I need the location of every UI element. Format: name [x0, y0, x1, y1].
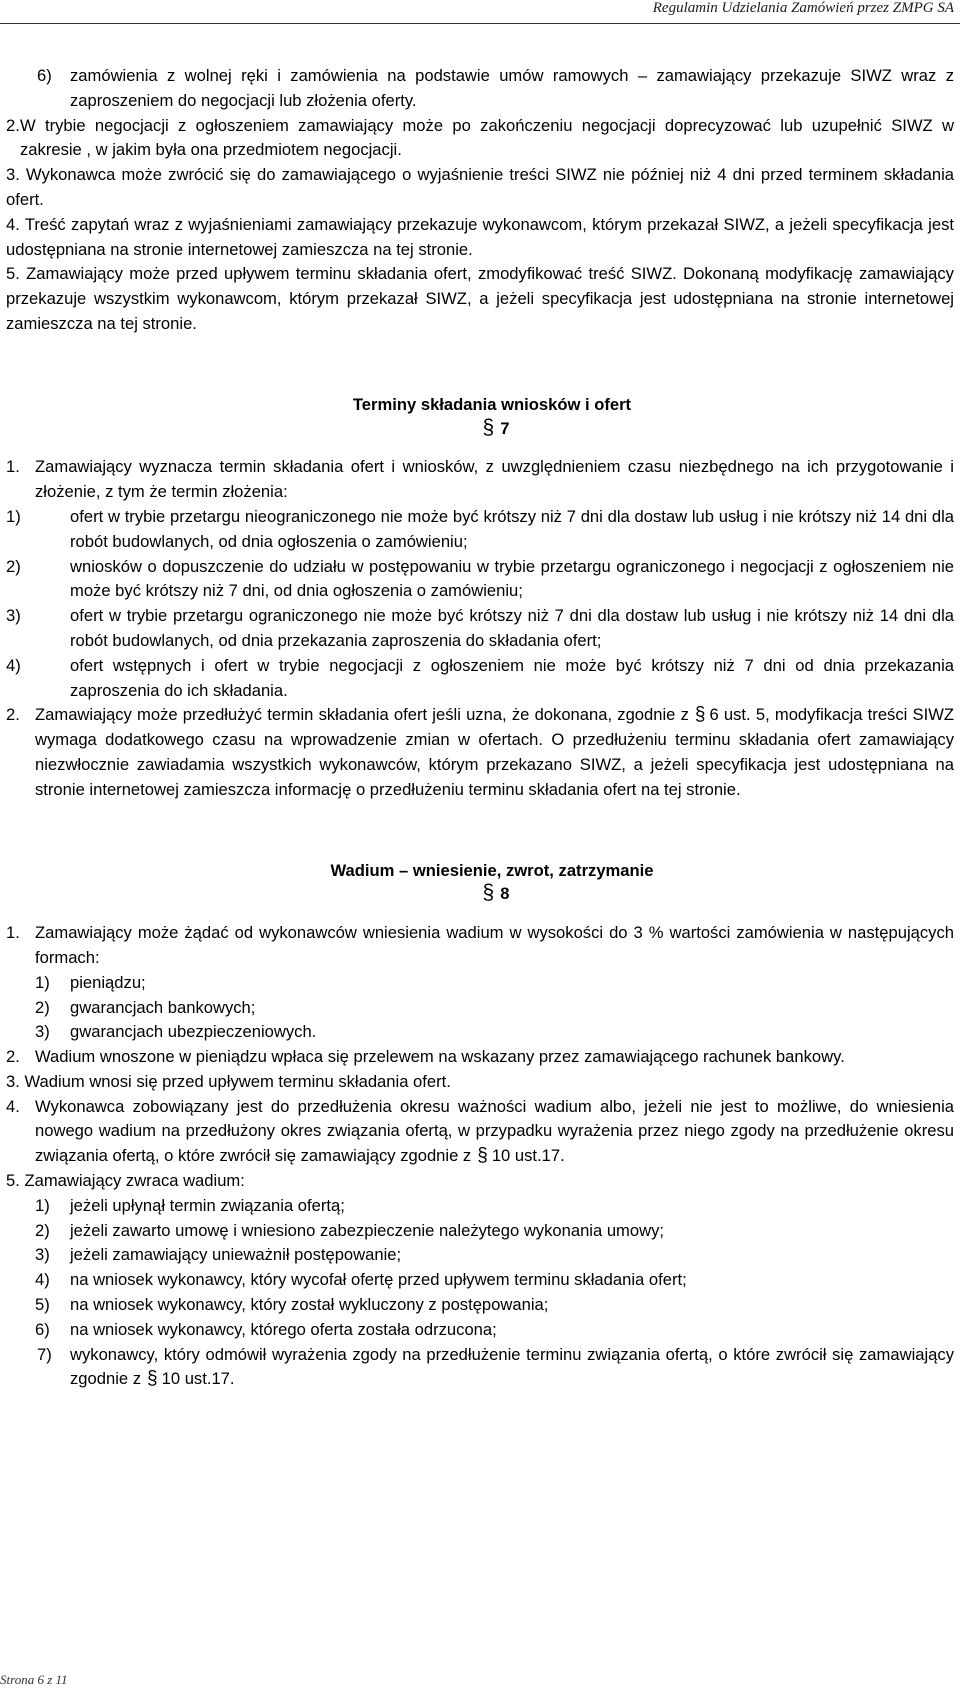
- paragraph: [6, 213, 954, 263]
- deadline-list: [6, 505, 954, 703]
- paragraph-text: Zamawiający wyznacza termin składania ofert i wniosków, z uwzględnieniem czasu niezbędnego na ich przygotowanie i złożenie, z tym że termin złożenia:: [35, 457, 954, 502]
- list-item: [6, 555, 954, 605]
- paragraph: [6, 1169, 954, 1194]
- list-text: jeżeli zamawiający unieważnił postępowanie;: [70, 1245, 402, 1265]
- list-text: na wniosek wykonawcy, którego oferta została odrzucona;: [70, 1319, 497, 1339]
- section-7-number: § 7: [482, 415, 510, 439]
- list-item: [6, 1318, 954, 1343]
- paragraph-number: 2.: [6, 705, 20, 725]
- list-item: [6, 1194, 954, 1219]
- list-item: [6, 1268, 954, 1293]
- list-text: ofert w trybie przetargu nieograniczonego nie może być krótszy niż 7 dni dla dostaw lub usług i nie krótszy niż 14 dni dla robót budowlanych, od dnia ogłoszenia o zamówieniu;: [70, 506, 954, 551]
- list-number: 6): [37, 66, 52, 85]
- paragraph-number: 5.: [6, 1171, 20, 1191]
- list-text: na wniosek wykonawcy, który został wykluczony z postępowania;: [70, 1295, 549, 1315]
- list-item: [6, 1293, 954, 1318]
- paragraph-number: 1.: [6, 457, 20, 477]
- list-number: 2): [35, 997, 50, 1017]
- list-number: 1): [35, 1195, 50, 1215]
- paragraph: [6, 455, 954, 505]
- list-number: 4): [6, 655, 21, 675]
- list-number: 3): [6, 606, 21, 626]
- paragraph-number: 2.: [6, 1047, 20, 1067]
- list-number: 2): [6, 556, 21, 576]
- list-number: 4): [35, 1270, 50, 1290]
- list-text: wniosków o dopuszczenie do udziału w postępowaniu w trybie przetargu ograniczonego i negocjacji z ogłoszeniem nie może być krótszy niż 7 dni, od dnia ogłoszenia o zamówieniu;: [70, 556, 954, 601]
- header-divider: [0, 23, 960, 24]
- paragraph: [6, 1095, 954, 1169]
- paragraph-text: Zamawiający może przedłużyć termin składania ofert jeśli uzna, że dokonana, zgodnie z: [35, 705, 689, 725]
- list-number: 1): [6, 506, 21, 526]
- paragraph-text: Wykonawca zobowiązany jest do przedłużenia okresu ważności wadium albo, jeżeli nie jest to możliwe, do wniesienia nowego wadium na przedłużony okres związania ofertą, w przypadku wyrażenia przez niego zgody na przedłużenie okresu związania ofertą, o które zwrócił się zamawiający zgodnie z: [35, 1096, 954, 1166]
- list-item: [6, 996, 954, 1021]
- page-header: Regulamin Udzielania Zamówień przez ZMPG SA: [652, 0, 954, 16]
- page-footer: Strona 6 z 11: [0, 1672, 68, 1687]
- list-text: jeżeli upłynął termin związania ofertą;: [70, 1195, 345, 1215]
- wadium-return-list: [6, 1194, 954, 1343]
- paragraph-number: 3.: [6, 1071, 20, 1091]
- list-text: ofert w trybie przetargu ograniczonego nie może być krótszy niż 7 dni dla dostaw lub usług i nie krótszy niż 14 dni dla robót budowlanych, od dnia przekazania zaproszenia do składania ofert;: [70, 606, 954, 650]
- paragraph: [6, 114, 954, 164]
- section-sign-icon: §: [147, 1368, 158, 1390]
- paragraph-text: W trybie negocjacji z ogłoszeniem zamawiający może po zakończeniu negocjacji doprecyzować lub uzupełnić SIWZ w zakresie , w jakim była ona przedmiotem negocjacji.: [20, 115, 954, 160]
- list-item: [6, 1219, 954, 1244]
- section-8-number: § 8: [482, 881, 510, 905]
- paragraph-number: 3.: [6, 165, 20, 185]
- list-text: ofert wstępnych i ofert w trybie negocjacji z ogłoszeniem nie może być krótszy niż 7 dni od dnia przekazania zaproszenia do ich składania.: [70, 655, 954, 700]
- list-text: 10 ust.17.: [161, 1369, 235, 1389]
- list-item: [6, 971, 954, 996]
- paragraph: [6, 921, 954, 971]
- paragraph-number: 4.: [6, 1096, 20, 1116]
- paragraph: [6, 703, 954, 802]
- list-text: gwarancjach bankowych;: [70, 997, 256, 1017]
- wadium-forms-list: [6, 971, 954, 1045]
- list-item: [6, 1243, 954, 1268]
- section-sign-icon: §: [482, 415, 495, 439]
- list-text: gwarancjach ubezpieczeniowych.: [70, 1022, 317, 1042]
- paragraph-text: Wykonawca może zwrócić się do zamawiającego o wyjaśnienie treści SIWZ nie później niż 4 dni przed terminem składania ofert.: [6, 165, 954, 209]
- list-item: [6, 1020, 954, 1045]
- paragraph-text: Treść zapytań wraz z wyjaśnieniami zamawiający przekazuje wykonawcom, którym przekazał SIWZ, a jeżeli specyfikacja jest udostępniana na stronie internetowej zamieszcza na tej stronie.: [6, 214, 954, 259]
- section-sign-icon: §: [477, 1145, 488, 1167]
- paragraph-number: 2.: [6, 115, 20, 135]
- list-number: 2): [35, 1220, 50, 1240]
- paragraph: [6, 262, 954, 336]
- list-text: wykonawcy, który odmówił wyrażenia zgody na przedłużenie terminu związania ofertą, o które zwrócił się zamawiający zgodnie z: [70, 1344, 954, 1389]
- section-sign-icon: §: [694, 704, 706, 726]
- paragraph-text: Zamawiający może przed upływem terminu składania ofert, zmodyfikować treść SIWZ. Dokonaną modyfikację zamawiający przekazuje wszystkim wykonawcom, którym przekazał SIWZ, a jeżeli specyfikacja jest udostępniana na stronie internetowej zamieszcza na tej stronie.: [6, 264, 954, 333]
- list-number: 7): [37, 1344, 52, 1364]
- paragraph-text: 10 ust.17.: [491, 1146, 565, 1166]
- list-item: [6, 505, 954, 555]
- paragraph: [6, 163, 954, 213]
- paragraph-number: 1.: [6, 923, 20, 943]
- paragraph: [6, 1045, 954, 1070]
- section-7-title: Terminy składania wniosków i ofert: [352, 394, 632, 414]
- list-text: jeżeli zawarto umowę i wniesiono zabezpieczenie należytego wykonania umowy;: [70, 1220, 665, 1240]
- list-number: 1): [35, 972, 50, 992]
- list-number: 5): [35, 1295, 50, 1315]
- list-item: [6, 1343, 954, 1393]
- paragraph-number: 4.: [6, 214, 20, 234]
- list-item: [6, 64, 954, 114]
- section-8-title: Wadium – wniesienie, zwrot, zatrzymanie: [330, 860, 654, 880]
- list-text: pieniądzu;: [70, 972, 146, 992]
- list-text: zamówienia z wolnej ręki i zamówienia na podstawie umów ramowych – zamawiający przekazuje SIWZ wraz z zaproszeniem do negocjacji lub złożenia oferty.: [70, 66, 954, 110]
- paragraph: [6, 1070, 954, 1095]
- list-number: 3): [35, 1245, 50, 1265]
- list-text: na wniosek wykonawcy, który wycofał ofertę przed upływem terminu składania ofert;: [70, 1270, 687, 1290]
- paragraph-number: 5.: [6, 264, 20, 284]
- list-number: 3): [35, 1022, 50, 1042]
- paragraph-text: Zamawiający może żądać od wykonawców wniesienia wadium w wysokości do 3 % wartości zamówienia w następujących formach:: [35, 923, 954, 967]
- paragraph-text: Zamawiający zwraca wadium:: [24, 1171, 245, 1191]
- list-item: [6, 654, 954, 704]
- list-item: [6, 604, 954, 654]
- paragraph-text: Wadium wnosi się przed upływem terminu składania ofert.: [24, 1071, 451, 1091]
- section-sign-icon: §: [482, 881, 495, 905]
- paragraph-text: Wadium wnoszone w pieniądzu wpłaca się przelewem na wskazany przez zamawiającego rachunek bankowy.: [35, 1047, 845, 1067]
- document-body: [6, 64, 954, 1392]
- paragraph-text: 6 ust. 5, modyfikacja treści SIWZ wymaga dodatkowego czasu na wprowadzenie zmian w ofertach. O przedłużeniu terminu składania ofert zamawiający niezwłocznie zawiadamia wszystkich wykonawców, którym przekazano SIWZ, a jeżeli specyfikacja jest udostępniana na stronie internetowej zamieszcza informację o przedłużeniu terminu składania ofert na tej stronie.: [35, 705, 954, 799]
- list-number: 6): [35, 1319, 50, 1339]
